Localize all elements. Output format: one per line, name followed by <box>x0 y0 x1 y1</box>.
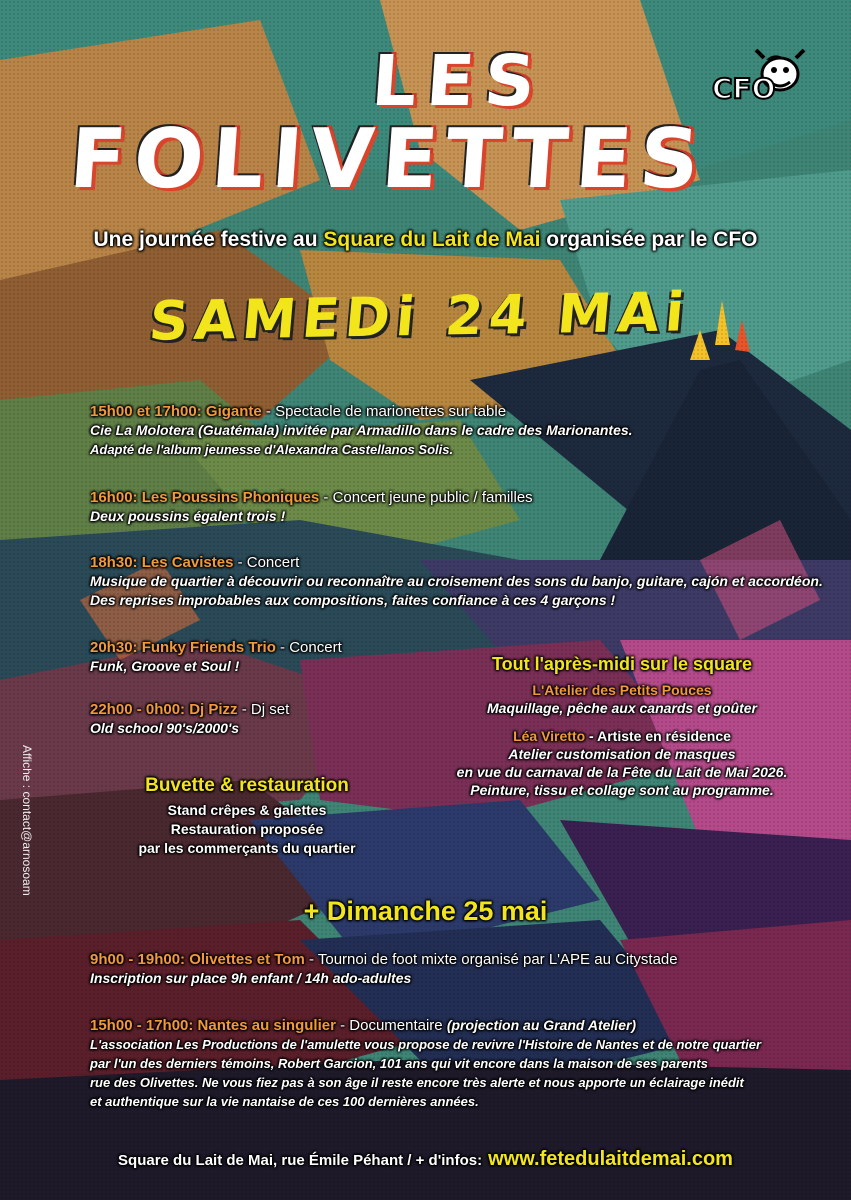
event-desc-1: Cie La Molotera (Guatémala) invitée par Armadillo dans le cadre des Marionantes. <box>90 422 633 438</box>
event-time-title: 22h00 - 0h00: Dj Pizz <box>90 701 238 718</box>
event-header <box>90 488 533 507</box>
tagline-part2: organisée par le CFO <box>540 228 758 251</box>
event-desc-2: Adapté de l'album jeunesse d'Alexandra Castellanos Solis. <box>90 442 454 457</box>
event-olivettes-tom <box>90 950 678 988</box>
square-title: Tout l'après-midi sur le square <box>491 654 752 674</box>
artist-role: - Artiste en résidence <box>585 728 731 744</box>
event-poussins <box>90 488 533 526</box>
website-link[interactable]: www.fetedulaitdemai.com <box>488 1148 733 1170</box>
event-time-title: 15h00 - 17h00: Nantes au singulier <box>90 1017 336 1034</box>
buvette-section <box>122 776 372 858</box>
footer-address: Square du Lait de Mai, rue Émile Péhant / + d'infos: <box>118 1152 483 1169</box>
sunday-heading: + Dimanche 25 mai <box>303 896 548 926</box>
event-desc-1: L'association Les Productions de l'amulette vous propose de revivre l'Histoire de Nantes et de notre quartier <box>90 1037 762 1052</box>
event-time-title: 18h30: Les Cavistes <box>90 554 234 571</box>
square-activities <box>432 655 812 799</box>
buvette-line-1: Stand crêpes & galettes <box>167 802 327 818</box>
atelier-name: L'Atelier des Petits Pouces <box>532 682 712 698</box>
event-kind: - Spectacle de marionettes sur table <box>261 403 507 420</box>
event-time-title: 20h30: Funky Friends Trio <box>90 639 276 656</box>
buvette-line-3: par les commerçants du quartier <box>138 840 356 856</box>
event-funky-friends <box>90 638 342 676</box>
event-kind: - Concert jeune public / familles <box>319 489 533 506</box>
event-header <box>90 553 823 572</box>
event-time-title: 9h00 - 19h00: Olivettes et Tom <box>90 951 305 968</box>
event-desc-1: Funk, Groove et Soul ! <box>90 658 240 674</box>
tagline-part1: Une journée festive au <box>93 228 324 251</box>
event-header <box>90 638 342 657</box>
event-header <box>90 700 289 719</box>
event-header <box>90 402 633 421</box>
event-kind: - Concert <box>233 554 300 571</box>
event-kind: - Dj set <box>237 701 290 718</box>
event-header <box>90 1016 761 1035</box>
logo-text: CFO <box>712 72 776 105</box>
event-kind: - Concert <box>275 639 342 656</box>
artist-line-3: Peinture, tissu et collage sont au programme. <box>470 782 774 798</box>
atelier-desc: Maquillage, pêche aux canards et goûter <box>487 700 757 716</box>
event-cavistes <box>90 553 823 610</box>
event-time-title: 16h00: Les Poussins Phoniques <box>90 489 320 506</box>
event-header <box>90 950 678 969</box>
poster-credit: Affiche : contact@arnosoam <box>20 745 34 896</box>
event-time-title: 15h00 et 17h00: Gigante <box>90 403 262 420</box>
tagline-highlight: Square du Lait de Mai <box>323 228 541 251</box>
event-desc-3: rue des Olivettes. Ne vous fiez pas à son âge il reste encore très alerte et nous apporte un éclairage inédit <box>90 1075 744 1090</box>
event-nantes-singulier <box>90 1016 761 1111</box>
event-kind: - Documentaire <box>335 1017 447 1034</box>
event-desc-1: Inscription sur place 9h enfant / 14h ado-adultes <box>90 970 412 986</box>
artist-line-1: Atelier customisation de masques <box>508 746 736 762</box>
event-desc-2: par l'un des derniers témoins, Robert Garcion, 101 ans qui vit encore dans la maison de ses parents <box>90 1056 708 1071</box>
footer <box>0 1148 851 1171</box>
event-dj-pizz <box>90 700 289 738</box>
title-line-2: FOLIVETTES <box>66 112 711 207</box>
artist-line-2: en vue du carnaval de la Fête du Lait de Mai 2026. <box>456 764 788 780</box>
artist-header <box>432 727 812 745</box>
buvette-title: Buvette & restauration <box>145 775 349 796</box>
artist-name: Léa Viretto <box>513 728 586 744</box>
title-line-1: LES <box>369 40 548 122</box>
event-kind: - Tournoi de foot mixte organisé par L'APE au Citystade <box>304 951 678 968</box>
cfo-logo <box>712 44 812 114</box>
event-desc-1: Deux poussins égalent trois ! <box>90 508 286 524</box>
event-desc-2: Des reprises improbables aux compositions, faites confiance à ces 4 garçons ! <box>90 592 616 608</box>
buvette-line-2: Restauration proposée <box>170 821 324 837</box>
tagline <box>0 228 851 252</box>
event-gigante <box>90 402 633 459</box>
event-kind-italic: (projection au Grand Atelier) <box>446 1017 637 1033</box>
event-date: SAMEDi 24 MAi <box>146 280 693 353</box>
event-desc-1: Musique de quartier à découvrir ou reconnaître au croisement des sons du banjo, guitare, cajón et accordéon. <box>90 573 823 589</box>
event-desc-1: Old school 90's/2000's <box>90 720 240 736</box>
event-desc-4: et authentique sur la vie nantaise de ces 100 dernières années. <box>90 1094 479 1109</box>
